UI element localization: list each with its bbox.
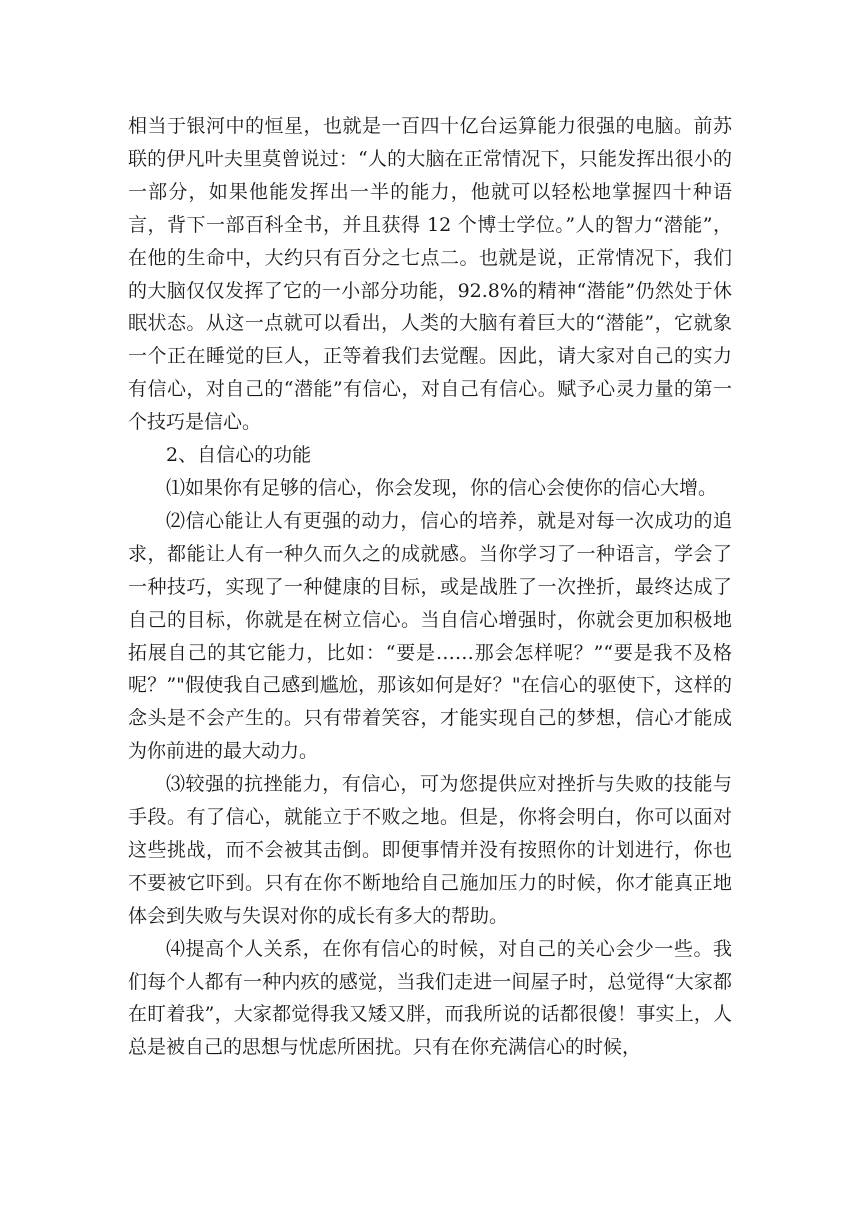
paragraph-point-3: ⑶较强的抗挫能力，有信心，可为您提供应对挫折与失败的技能与手段。有了信心，就能立于不败之地。但是，你将会明白，你可以面对这些挑战，而不会被其击倒。即便事情并没有按照你的计划进行，你也不要被它吓到。只有在你不断地给自己施加压力的时候，你才能真正地体会到失败与失误对你的成长有多大的帮助。 [128,773,732,927]
paragraph-intro: 相当于银河中的恒星，也就是一百四十亿台运算能力很强的电脑。前苏联的伊凡叶夫里莫曾说过：“人的大脑在正常情况下，只能发挥出很小的一部分，如果他能发挥出一半的能力，他就可以轻松地掌握四十种语言，背下一部百科全书，并且获得 12 个博士学位。”人的智力“潜能”，在他的生命中，大约只有百分之七点二。也就是说，正常情况下，我们的大脑仅仅发挥了它的一小部分功能，92.8%的精神“潜能”仍然处于休眠状态。从这一点就可以看出，人类的大脑有着巨大的“潜能”，它就象一个正在睡觉的巨人，正等着我们去觉醒。因此，请大家对自己的实力有信心，对自己的“潜能”有信心，对自己有信心。赋予心灵力量的第一个技巧是信心。 [128,115,732,434]
paragraph-point-2: ⑵信心能让人有更强的动力，信心的培养，就是对每一次成功的追求，都能让人有一种久而久之的成就感。当你学习了一种语言，学会了一种技巧，实现了一种健康的目标，或是战胜了一次挫折，最终达成了自己的目标，你就是在树立信心。当自信心增强时，你就会更加积极地拓展自己的其它能力，比如：“要是……那会怎样呢？”“要是我不及格呢？”"假使我自己感到尴尬，那该如何是好？"在信心的驱使下，这样的念头是不会产生的。只有带着笑容，才能实现自己的梦想，信心才能成为你前进的最大动力。 [128,509,732,763]
document-body [128,110,732,1064]
section-heading-confidence-functions: 2、自信心的功能 [166,444,312,467]
paragraph-point-1: ⑴如果你有足够的信心，你会发现，你的信心会使你的信心大增。 [166,476,718,499]
paragraph-point-4: ⑷提高个人关系，在你有信心的时候，对自己的关心会少一些。我们每个人都有一种内疚的感觉，当我们走进一间屋子时，总觉得“大家都在盯着我”，大家都觉得我又矮又胖，而我所说的话都很傻！事实上，人总是被自己的思想与忧虑所困扰。只有在你充满信心的时候， [128,937,732,1059]
